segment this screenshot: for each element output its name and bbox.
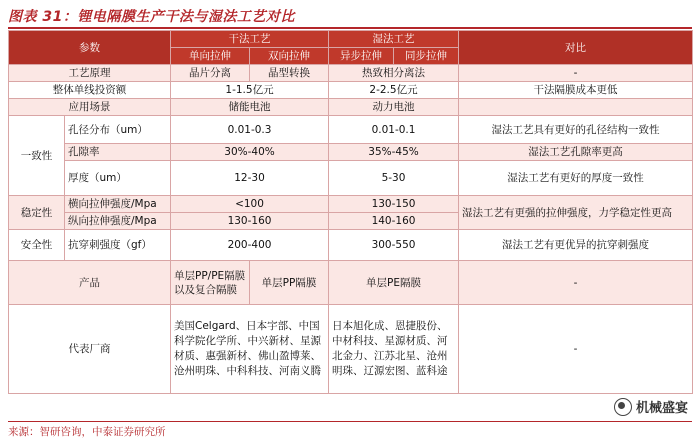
cell-vendors-compare: - [459, 305, 693, 394]
source-note: 来源：智研咨询，中泰证券研究所 [8, 426, 166, 438]
header-dry-uniaxial: 单向拉伸 [171, 48, 250, 65]
cell-invest-compare: 干法隔膜成本更低 [459, 82, 693, 99]
cell-thickness-compare: 湿法工艺有更好的厚度一致性 [459, 161, 693, 196]
row-label-principle: 工艺原理 [9, 65, 171, 82]
cell-pore-dist-dry: 0.01-0.3 [171, 116, 329, 144]
cell-principle-dry-bi: 晶型转换 [250, 65, 329, 82]
header-param: 参数 [9, 31, 171, 65]
row-label-porosity: 孔隙率 [65, 144, 171, 161]
cell-pore-dist-wet: 0.01-0.1 [329, 116, 459, 144]
cell-thickness-dry: 12-30 [171, 161, 329, 196]
figure-title: 图表 31：锂电隔膜生产干法与湿法工艺对比 [8, 9, 295, 25]
cell-vendors-dry: 美国Celgard、日本宇部、中国科学院化学所、中兴新材、星源材质、惠强新材、佛山盈博莱、沧州明珠、中科科技、河南义腾 [171, 305, 329, 394]
row-label-product: 产品 [9, 261, 171, 305]
header-wet-async: 异步拉伸 [329, 48, 394, 65]
header-compare: 对比 [459, 31, 693, 65]
cell-tensile-v-dry: 130-160 [171, 213, 329, 230]
wechat-logo-icon [614, 398, 632, 416]
cell-invest-wet: 2-2.5亿元 [329, 82, 459, 99]
row-label-vendors: 代表厂商 [9, 305, 171, 394]
cell-puncture-dry: 200-400 [171, 230, 329, 261]
cell-tensile-v-wet: 140-160 [329, 213, 459, 230]
cell-principle-dry-uni: 晶片分离 [171, 65, 250, 82]
row-label-puncture: 抗穿刺强度（gf） [65, 230, 171, 261]
cell-thickness-wet: 5-30 [329, 161, 459, 196]
header-dry-biaxial: 双向拉伸 [250, 48, 329, 65]
cell-tensile-h-wet: 130-150 [329, 196, 459, 213]
cell-porosity-compare: 湿法工艺孔隙率更高 [459, 144, 693, 161]
row-label-thickness: 厚度（um） [65, 161, 171, 196]
group-label-stability: 稳定性 [9, 196, 65, 230]
cell-pore-dist-compare: 湿法工艺具有更好的孔径结构一致性 [459, 116, 693, 144]
source-rule [8, 421, 692, 422]
watermark-text: 机械盛宴 [635, 401, 688, 416]
comparison-table [8, 30, 693, 394]
cell-product-dry-bi: 单层PP隔膜 [250, 261, 329, 305]
title-rule [8, 27, 692, 29]
cell-product-dry-uni: 单层PP/PE隔膜以及复合隔膜 [171, 261, 250, 305]
header-dry: 干法工艺 [171, 31, 329, 48]
cell-principle-wet: 热致相分离法 [329, 65, 459, 82]
row-label-tensile-h: 横向拉伸强度/Mpa [65, 196, 171, 213]
cell-product-wet: 单层PE隔膜 [329, 261, 459, 305]
header-wet: 湿法工艺 [329, 31, 459, 48]
row-label-pore-dist: 孔径分布（um） [65, 116, 171, 144]
cell-stability-compare: 湿法工艺有更强的拉伸强度，力学稳定性更高 [459, 196, 693, 230]
cell-porosity-dry: 30%-40% [171, 144, 329, 161]
cell-porosity-wet: 35%-45% [329, 144, 459, 161]
cell-puncture-compare: 湿法工艺有更优异的抗穿刺强度 [459, 230, 693, 261]
cell-scene-compare [459, 99, 693, 116]
cell-tensile-h-dry: <100 [171, 196, 329, 213]
cell-scene-wet: 动力电池 [329, 99, 459, 116]
watermark [614, 397, 688, 416]
cell-principle-compare: - [459, 65, 693, 82]
row-label-tensile-v: 纵向拉伸强度/Mpa [65, 213, 171, 230]
cell-puncture-wet: 300-550 [329, 230, 459, 261]
cell-invest-dry: 1-1.5亿元 [171, 82, 329, 99]
group-label-safety: 安全性 [9, 230, 65, 261]
cell-product-compare: - [459, 261, 693, 305]
cell-scene-dry: 储能电池 [171, 99, 329, 116]
cell-vendors-wet: 日本旭化成、恩捷股份、中材科技、星源材质、河北金力、江苏北星、沧州明珠、辽源宏图、蓝科途 [329, 305, 459, 394]
header-wet-sync: 同步拉伸 [394, 48, 459, 65]
group-label-consistency: 一致性 [9, 116, 65, 196]
row-label-invest: 整体单线投资额 [9, 82, 171, 99]
row-label-scene: 应用场景 [9, 99, 171, 116]
